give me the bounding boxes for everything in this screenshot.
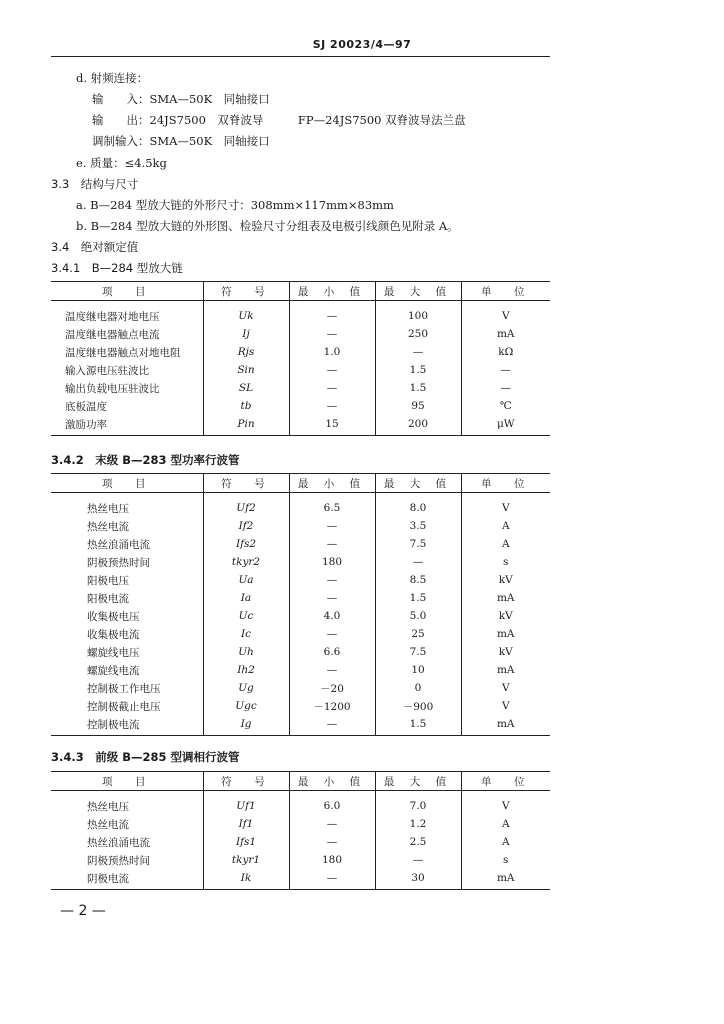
table-row [51, 397, 550, 415]
max-value-cell: 0 [375, 679, 461, 697]
table-row [51, 415, 550, 436]
max-value-cell: 1.5 [375, 589, 461, 607]
min-value-cell: 6.6 [289, 643, 375, 661]
symbol-cell: Ic [203, 625, 289, 643]
unit-cell: kV [461, 607, 550, 625]
min-value-cell: －20 [289, 679, 375, 697]
symbol-cell: Uc [203, 607, 289, 625]
parameter-name-cell: 热丝电流 [87, 818, 129, 831]
symbol-cell: Pin [203, 415, 289, 436]
parameter-name-cell: 控制极截止电压 [87, 700, 161, 713]
max-value-cell: — [375, 851, 461, 869]
max-value-cell: －900 [375, 697, 461, 715]
parameter-name-cell: 输入源电压驻波比 [65, 364, 149, 377]
unit-cell: kV [461, 571, 550, 589]
table-row [51, 607, 550, 625]
min-value-cell: — [289, 869, 375, 890]
unit-cell: mA [461, 661, 550, 679]
parameter-name-cell: 热丝浪涌电流 [87, 836, 150, 849]
max-value-cell: 1.2 [375, 815, 461, 833]
min-value-cell: — [289, 517, 375, 535]
col-header-unit: 单 位 [461, 772, 550, 791]
min-value-cell: — [289, 325, 375, 343]
table-row [51, 379, 550, 397]
min-value-cell: — [289, 815, 375, 833]
symbol-cell: Ia [203, 589, 289, 607]
col-header-item: 项 目 [51, 282, 203, 301]
max-value-cell: 250 [375, 325, 461, 343]
unit-cell: V [461, 493, 550, 518]
col-header-item: 项 目 [51, 772, 203, 791]
symbol-cell: tkyr1 [203, 851, 289, 869]
symbol-cell: Rjs [203, 343, 289, 361]
parameter-name-cell: 阳极电压 [87, 574, 129, 587]
col-header-symbol: 符 号 [203, 474, 289, 493]
parameter-name-cell: 热丝电压 [87, 502, 129, 515]
unit-cell: mA [461, 625, 550, 643]
symbol-cell: Uf2 [203, 493, 289, 518]
parameter-name-cell: 控制极电流 [51, 715, 203, 736]
unit-cell: kΩ [461, 343, 550, 361]
table-row [51, 571, 550, 589]
symbol-cell: Ifs2 [203, 535, 289, 553]
parameter-name-cell: 热丝浪涌电流 [87, 538, 150, 551]
table-b285-ratings [51, 771, 550, 890]
document-header: SJ 20023/4—97 [312, 38, 412, 51]
table-row [51, 851, 550, 869]
section-3-4-3-heading: 3.4.3 前级 B—285 型调相行波管 [51, 750, 240, 764]
max-value-cell: 7.0 [375, 791, 461, 816]
parameter-name-cell: 收集极电流 [87, 628, 140, 641]
parameter-name-cell: 输出负载电压驻波比 [65, 382, 160, 395]
max-value-cell: 25 [375, 625, 461, 643]
col-header-unit: 单 位 [461, 282, 550, 301]
symbol-cell: Ij [203, 325, 289, 343]
symbol-cell: SL [203, 379, 289, 397]
section-3-4-2-heading: 3.4.2 末级 B—283 型功率行波管 [51, 453, 240, 467]
col-header-item: 项 目 [51, 474, 203, 493]
parameter-name-cell: 温度继电器触点对地电阻 [65, 346, 181, 359]
min-value-cell: — [289, 715, 375, 736]
symbol-cell: If2 [203, 517, 289, 535]
table-row [51, 517, 550, 535]
table-row [51, 325, 550, 343]
section-3-4-1-heading: 3.4.1 B—284 型放大链 [51, 261, 183, 275]
min-value-cell: 6.0 [289, 791, 375, 816]
unit-cell: mA [461, 715, 550, 736]
parameter-name-cell: 收集极电压 [87, 610, 140, 623]
col-header-max: 最 大 值 [375, 772, 461, 791]
table-row [51, 553, 550, 571]
max-value-cell: 30 [375, 869, 461, 890]
min-value-cell: 15 [289, 415, 375, 436]
table-row [51, 833, 550, 851]
min-value-cell: — [289, 379, 375, 397]
symbol-cell: tkyr2 [203, 553, 289, 571]
section-3-3-heading: 3.3 结构与尺寸 [51, 177, 139, 191]
table-b283-ratings [51, 473, 550, 736]
rf-input-line: 输 入：SMA—50K 同轴接口 [92, 92, 270, 106]
unit-cell: μW [461, 415, 550, 436]
max-value-cell: 10 [375, 661, 461, 679]
min-value-cell: －1200 [289, 697, 375, 715]
table-row [51, 697, 550, 715]
symbol-cell: Ugc [203, 697, 289, 715]
unit-cell: kV [461, 643, 550, 661]
table-header-row [51, 474, 550, 493]
unit-cell: mA [461, 869, 550, 890]
parameter-name-cell: 热丝电流 [87, 520, 129, 533]
table-row [51, 493, 550, 518]
col-header-symbol: 符 号 [203, 772, 289, 791]
parameter-name-cell: 激励功率 [51, 415, 203, 436]
parameter-name-cell: 阳极电流 [87, 592, 129, 605]
table-header-row [51, 772, 550, 791]
section-3-4-heading: 3.4 绝对额定值 [51, 240, 139, 254]
max-value-cell: — [375, 343, 461, 361]
modulation-input-line: 调制输入：SMA—50K 同轴接口 [92, 134, 270, 148]
symbol-cell: Ik [203, 869, 289, 890]
parameter-name-cell: 阴极预热时间 [87, 556, 150, 569]
symbol-cell: If1 [203, 815, 289, 833]
min-value-cell: — [289, 589, 375, 607]
symbol-cell: Uk [203, 301, 289, 326]
parameter-name-cell: 阴极预热时间 [87, 854, 150, 867]
table-row [51, 535, 550, 553]
min-value-cell: — [289, 397, 375, 415]
max-value-cell: 5.0 [375, 607, 461, 625]
table-row [51, 343, 550, 361]
unit-cell: A [461, 815, 550, 833]
parameter-name-cell: 底板温度 [65, 400, 107, 413]
min-value-cell: — [289, 535, 375, 553]
unit-cell: mA [461, 325, 550, 343]
parameter-name-cell: 螺旋线电压 [87, 646, 140, 659]
min-value-cell: 180 [289, 553, 375, 571]
unit-cell: V [461, 697, 550, 715]
unit-cell: mA [461, 589, 550, 607]
table-row [51, 815, 550, 833]
table-row [51, 661, 550, 679]
unit-cell: A [461, 833, 550, 851]
symbol-cell: tb [203, 397, 289, 415]
min-value-cell: — [289, 301, 375, 326]
unit-cell: V [461, 679, 550, 697]
unit-cell: — [461, 361, 550, 379]
symbol-cell: Ug [203, 679, 289, 697]
symbol-cell: Ua [203, 571, 289, 589]
col-header-max: 最 大 值 [375, 282, 461, 301]
unit-cell: — [461, 379, 550, 397]
parameter-name-cell: 阴极电流 [51, 869, 203, 890]
max-value-cell: 8.5 [375, 571, 461, 589]
col-header-min: 最 小 值 [289, 474, 375, 493]
table-row [51, 589, 550, 607]
parameter-name-cell: 螺旋线电流 [87, 664, 140, 677]
max-value-cell: 3.5 [375, 517, 461, 535]
item-a-dimensions: a. B—284 型放大链的外形尺寸：308mm×117mm×83mm [76, 198, 394, 212]
col-header-min: 最 小 值 [289, 772, 375, 791]
max-value-cell: 100 [375, 301, 461, 326]
symbol-cell: Ifs1 [203, 833, 289, 851]
min-value-cell: 6.5 [289, 493, 375, 518]
table-row [51, 625, 550, 643]
unit-cell: V [461, 301, 550, 326]
max-value-cell: 200 [375, 415, 461, 436]
max-value-cell: 1.5 [375, 715, 461, 736]
rf-output-line: 输 出：24JS7500 双脊波导 FP—24JS7500 双脊波导法兰盘 [92, 113, 466, 127]
min-value-cell: 4.0 [289, 607, 375, 625]
max-value-cell: — [375, 553, 461, 571]
table-b284-ratings [51, 281, 550, 436]
min-value-cell: — [289, 661, 375, 679]
parameter-name-cell: 控制极工作电压 [87, 682, 161, 695]
symbol-cell: Sin [203, 361, 289, 379]
col-header-unit: 单 位 [461, 474, 550, 493]
min-value-cell: 1.0 [289, 343, 375, 361]
max-value-cell: 2.5 [375, 833, 461, 851]
max-value-cell: 1.5 [375, 379, 461, 397]
table-row [51, 869, 550, 890]
max-value-cell: 95 [375, 397, 461, 415]
unit-cell: A [461, 517, 550, 535]
unit-cell: s [461, 851, 550, 869]
min-value-cell: 180 [289, 851, 375, 869]
unit-cell: A [461, 535, 550, 553]
max-value-cell: 8.0 [375, 493, 461, 518]
item-b-appendix: b. B—284 型放大链的外形图、检验尺寸分组表及电极引线颜色见附录 A。 [76, 219, 459, 233]
parameter-name-cell: 温度继电器对地电压 [65, 310, 160, 323]
min-value-cell: — [289, 361, 375, 379]
max-value-cell: 7.5 [375, 643, 461, 661]
min-value-cell: — [289, 571, 375, 589]
table-header-row [51, 282, 550, 301]
table-row [51, 301, 550, 326]
table-row [51, 791, 550, 816]
symbol-cell: Ih2 [203, 661, 289, 679]
item-d-rf-connection: d. 射频连接： [76, 71, 149, 85]
table-row [51, 361, 550, 379]
symbol-cell: Ig [203, 715, 289, 736]
parameter-name-cell: 温度继电器触点电流 [65, 328, 160, 341]
page-number: — 2 — [60, 903, 106, 919]
col-header-symbol: 符 号 [203, 282, 289, 301]
symbol-cell: Uh [203, 643, 289, 661]
table-row [51, 643, 550, 661]
unit-cell: V [461, 791, 550, 816]
table-row [51, 715, 550, 736]
unit-cell: s [461, 553, 550, 571]
unit-cell: ℃ [461, 397, 550, 415]
min-value-cell: — [289, 625, 375, 643]
max-value-cell: 7.5 [375, 535, 461, 553]
col-header-max: 最 大 值 [375, 474, 461, 493]
header-rule [51, 56, 550, 57]
parameter-name-cell: 热丝电压 [87, 800, 129, 813]
col-header-min: 最 小 值 [289, 282, 375, 301]
symbol-cell: Uf1 [203, 791, 289, 816]
item-e-mass: e. 质量：≤4.5kg [76, 156, 167, 170]
max-value-cell: 1.5 [375, 361, 461, 379]
table-row [51, 679, 550, 697]
min-value-cell: — [289, 833, 375, 851]
